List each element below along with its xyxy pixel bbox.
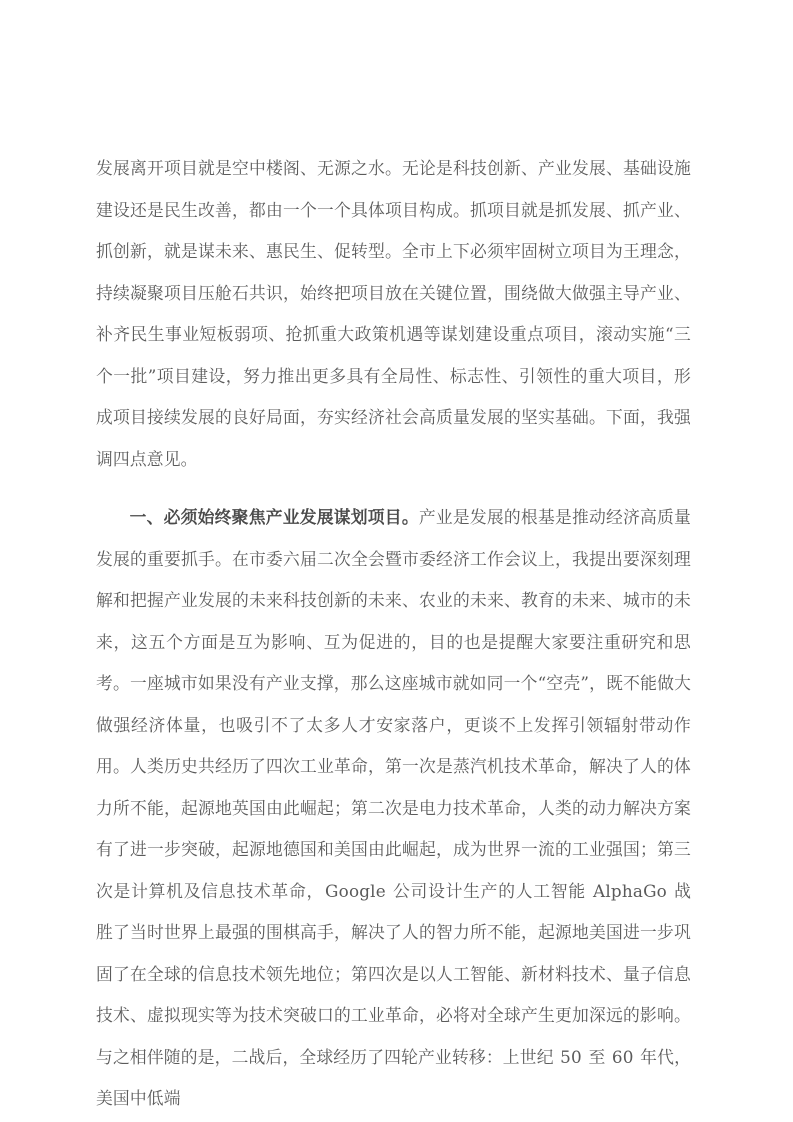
paragraph-section-one <box>96 497 691 1120</box>
section-heading-one: 一、必须始终聚焦产业发展谋划项目。 <box>129 507 419 527</box>
latin-run: AlphaGo <box>593 880 667 901</box>
section-one-body: 产业是发展的根基是推动经济高质量发展的重要抓手。在市委六届二次全会暨市委经济工作会议上，我提出要深刻理解和把握产业发展的未来科技创新的未来、农业的未来、教育的未来、城市的未来，这五个方面是互为影响、互为促进的，目的也是提醒大家要注重研究和思考。一座城市如果没有产业支撑，那么这座城市就如同一个“空壳”，既不能做大做强经济体量，也吸引不了太多人才安家落户，更谈不上发挥引领辐射带动作用。人类历史共经历了四次工业革命，第一次是蒸汽机技术革命，解决了人的体力所不能，起源地英国由此崛起；第二次是电力技术革命，人类的动力解决方案有了进一步突破，起源地德国和美国由此崛起，成为世界一流的工业强国；第三次是计算机及信息技术革命，Google 公司设计生产的人工智能 AlphaGo 战胜了当时世界上最强的围棋高手，解决了人的智力所不能，起源地美国进一步巩固了在全球的信息技术领先地位；第四次是以人工智能、新材料技术、量子信息技术、虚拟现实等为技术突破口的工业革命，必将对全球产生更加深远的影响。与之相伴随的是，二战后，全球经历了四轮产业转移：上世纪 50 至 60 年代，美国中低端 <box>96 507 692 1108</box>
latin-run: 60 <box>611 1046 634 1067</box>
paragraph-project-importance: 发展离开项目就是空中楼阁、无源之水。无论是科技创新、产业发展、基础设施建设还是民生改善，都由一个一个具体项目构成。抓项目就是抓发展、抓产业、抓创新，就是谋未来、惠民生、促转型。全市上下必须牢固树立项目为王理念，持续凝聚项目压舱石共识，始终把项目放在关键位置，围绕做大做强主导产业、补齐民生事业短板弱项、抢抓重大政策机遇等谋划建设重点项目，滚动实施“三个一批”项目建设，努力推出更多具有全局性、标志性、引领性的重大项目，形成项目接续发展的良好局面，夯实经济社会高质量发展的坚实基础。下面，我强调四点意见。 <box>96 158 691 469</box>
latin-run: Google <box>325 880 386 901</box>
latin-run: 50 <box>560 1046 582 1067</box>
document-body <box>96 148 691 1120</box>
